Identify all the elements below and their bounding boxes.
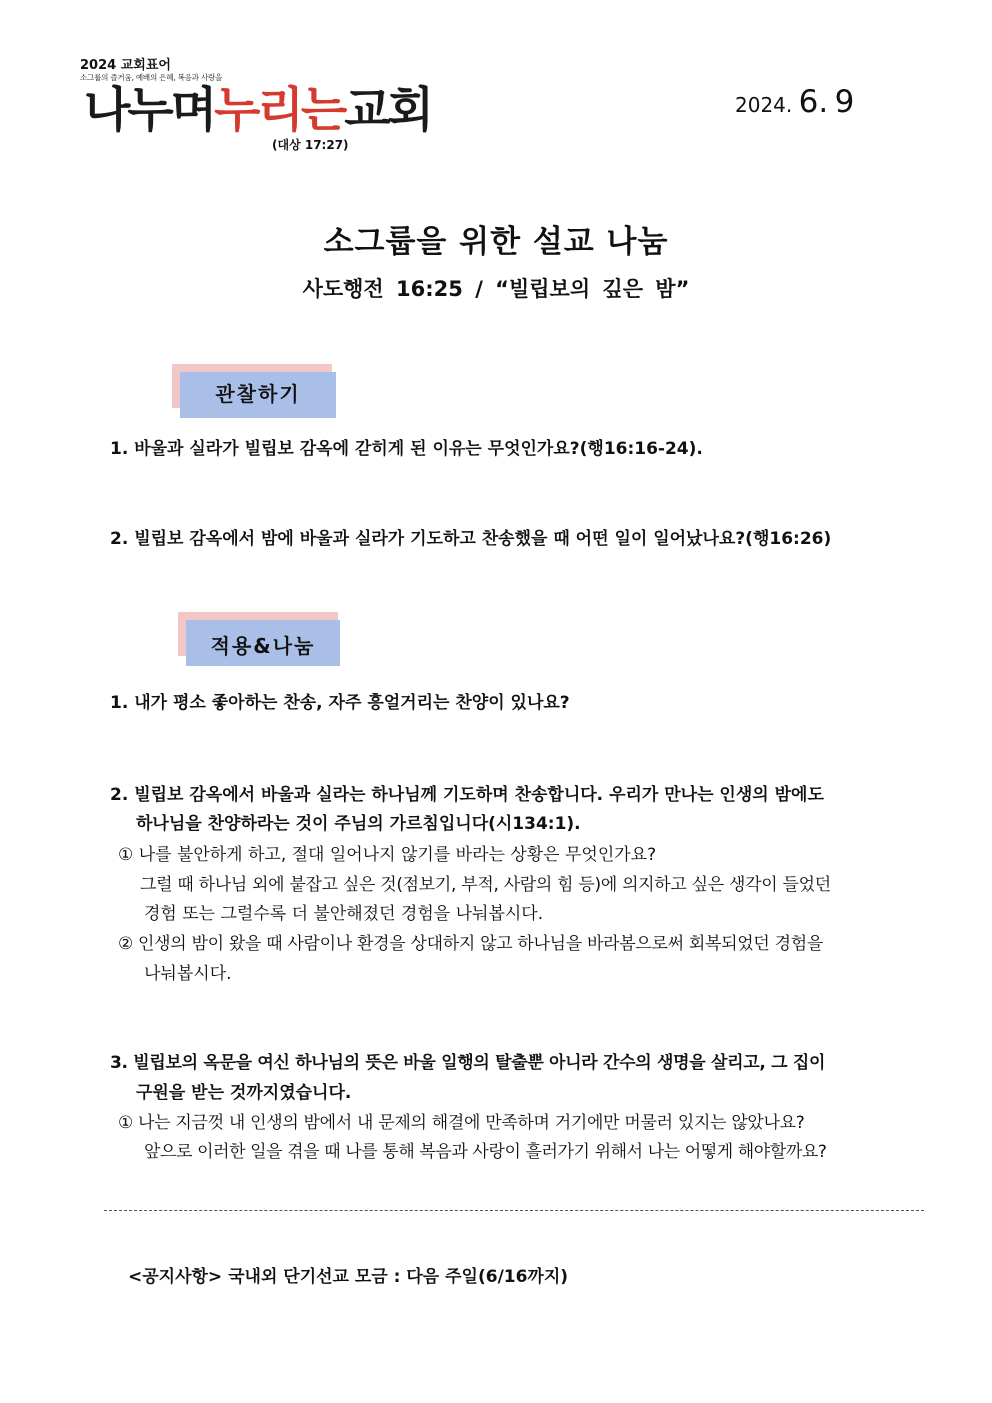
apply-question-1: 1. 내가 평소 좋아하는 찬송, 자주 흥얼거리는 찬양이 있나요? — [110, 693, 570, 713]
observe-question-2: 2. 빌립보 감옥에서 밤에 바울과 실라가 기도하고 찬송했을 때 어떤 일이 일어났나요?(행16:26) — [110, 529, 832, 549]
logo-word-2: 누리는 — [214, 82, 345, 138]
page-subtitle: 사도행전 16:25 / “빌립보의 깊은 밤” — [302, 277, 690, 301]
apply-question-2-line-1: 2. 빌립보 감옥에서 바울과 실라는 하나님께 기도하며 찬송합니다. 우리가 만나는 인생의 밤에도 — [110, 785, 824, 805]
apply-question-2-sub-1-line-2: 그럴 때 하나님 외에 붙잡고 싶은 것(점보기, 부적, 사람의 힘 등)에 의지하고 싶은 생각이 들었던 — [140, 875, 831, 895]
date-year: 2024. — [735, 93, 793, 117]
apply-question-2-line-2: 하나님을 찬양하라는 것이 주님의 가르침입니다(시134:1). — [136, 814, 581, 834]
apply-question-3-sub-1-line-1: ① 나는 지금껏 내 인생의 밤에서 내 문제의 해결에 만족하며 거기에만 머물러 있지는 않았나요? — [118, 1113, 805, 1133]
page-title: 소그룹을 위한 설교 나눔 — [323, 224, 669, 260]
observe-question-1: 1. 바울과 실라가 빌립보 감옥에 갇히게 된 이유는 무엇인가요?(행16:16-24). — [110, 439, 703, 459]
apply-question-2-sub-1-line-3: 경험 또는 그럴수록 더 불안해졌던 경험을 나눠봅시다. — [144, 904, 544, 924]
church-motto-logo — [84, 78, 431, 142]
date-day: 9 — [834, 84, 855, 120]
notice: <공지사항> 국내외 단기선교 모금 : 다음 주일(6/16까지) — [128, 1267, 569, 1287]
logo-year: 2024 교회표어 — [80, 58, 171, 73]
bulletin-date — [735, 84, 854, 120]
section-header-apply: 적용&나눔 — [186, 620, 340, 666]
apply-question-2-sub-2-line-2: 나눠봅시다. — [144, 964, 232, 984]
logo-word-3: 교회 — [344, 82, 431, 138]
dashed-divider — [104, 1210, 924, 1211]
apply-question-3-line-2: 구원을 받는 것까지였습니다. — [136, 1083, 352, 1103]
section-header-observe: 관찰하기 — [180, 372, 336, 418]
logo-scripture-ref: (대상 17:27) — [272, 138, 349, 152]
date-month: 6. — [798, 84, 829, 120]
apply-question-3-line-1: 3. 빌립보의 옥문을 여신 하나님의 뜻은 바울 일행의 탈출뿐 아니라 간수의 생명을 살리고, 그 집이 — [110, 1053, 826, 1073]
apply-question-3-sub-1-line-2: 앞으로 이러한 일을 겪을 때 나를 통해 복음과 사랑이 흘러가기 위해서 나는 어떻게 해야할까요? — [144, 1142, 827, 1162]
logo-word-1: 나누며 — [84, 82, 215, 138]
apply-question-2-sub-1-line-1: ① 나를 불안하게 하고, 절대 일어나지 않기를 바라는 상황은 무엇인가요? — [118, 845, 657, 865]
apply-question-2-sub-2-line-1: ② 인생의 밤이 왔을 때 사람이나 환경을 상대하지 않고 하나님을 바라봄으로써 회복되었던 경험을 — [118, 934, 823, 954]
logo-tagline: 소그룹의 즐거움, 예배의 은혜, 복음과 사랑을 — [80, 73, 223, 82]
